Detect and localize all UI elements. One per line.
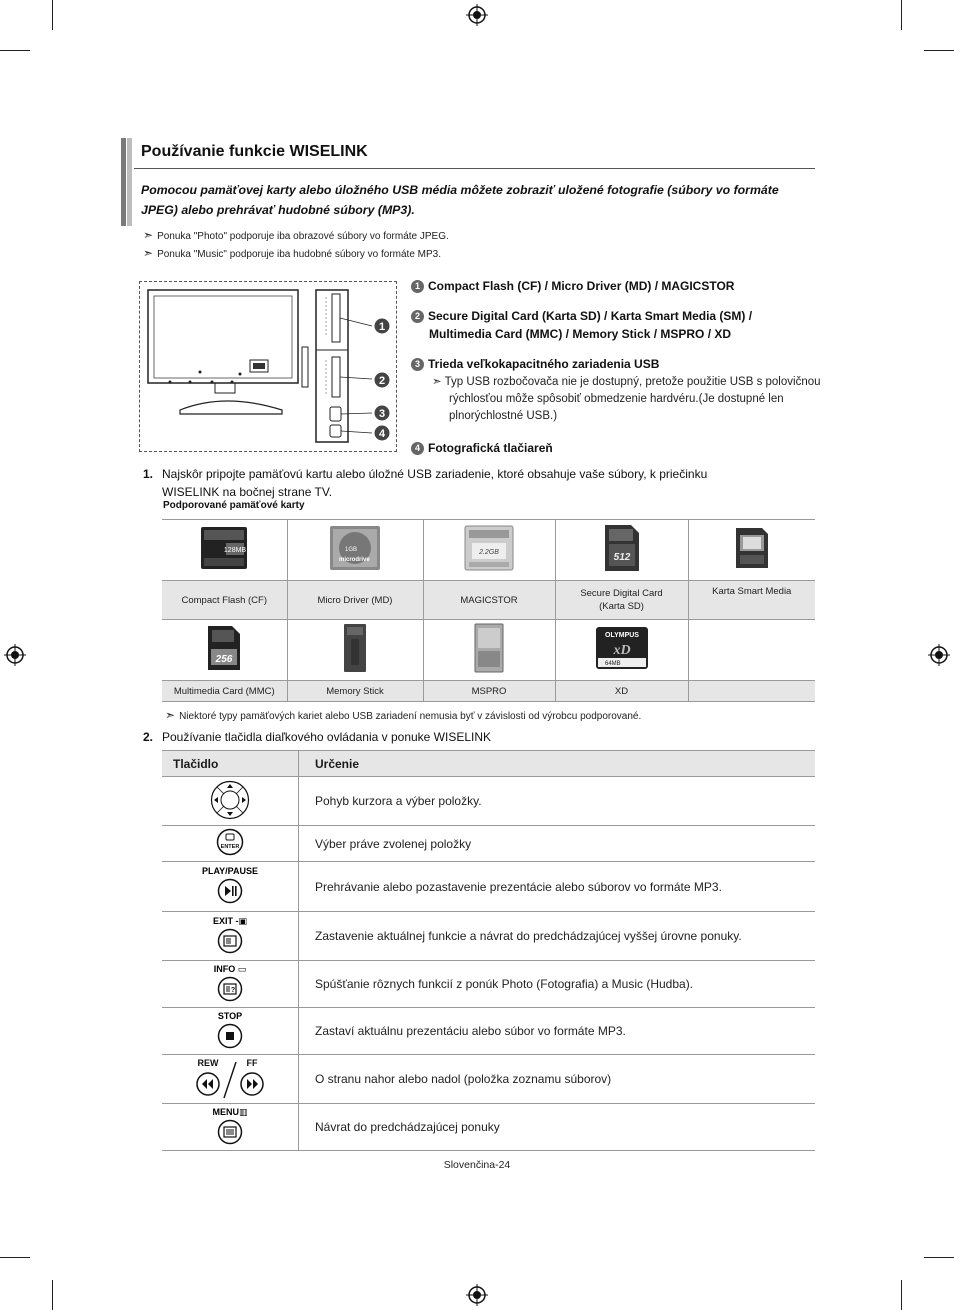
card-caption: Memory Stick	[287, 681, 423, 702]
info-icon: INFO ▭ ?	[162, 961, 299, 1008]
card-image-magicstor	[423, 520, 555, 581]
menu-icon: MENU▥	[162, 1104, 299, 1151]
supported-cards-label: Podporované pamäťové karty	[163, 500, 305, 511]
figure-number-1: 1	[378, 321, 386, 333]
row-description: Spúšťanie rôznych funkcií z ponúk Photo (Fotografia) a Music (Hudba).	[299, 961, 816, 1008]
section-accent-bar	[127, 138, 132, 226]
table-row	[162, 961, 815, 1008]
figure-number-2: 2	[378, 375, 386, 387]
svg-text:microdrive: microdrive	[339, 556, 370, 563]
svg-text:1GB: 1GB	[345, 546, 358, 553]
item-number-badge: 4	[411, 442, 424, 455]
dpad-icon	[162, 777, 299, 826]
sd-card-icon	[604, 524, 640, 572]
card-image-xd	[555, 620, 688, 681]
compact-flash-card-icon	[200, 526, 248, 570]
crop-mark	[924, 1257, 954, 1258]
play-pause-icon: PLAY/PAUSE	[162, 862, 299, 912]
svg-text:?: ?	[230, 986, 236, 994]
svg-text:256: 256	[215, 653, 233, 665]
column-header-button: Tlačidlo	[162, 751, 299, 777]
exit-icon: EXIT -▣	[162, 912, 299, 961]
note-arrow-icon: ➣	[165, 708, 176, 722]
crop-mark	[52, 1280, 53, 1310]
item-1: 1 Compact Flash (CF) / Micro Driver (MD) / MAGICSTOR	[411, 277, 734, 295]
row-description: Výber práve zvolenej položky	[299, 826, 816, 862]
card-image-mmc	[162, 620, 287, 681]
row-description: Pohyb kurzora a výber položky.	[299, 777, 816, 826]
table-row	[162, 826, 815, 862]
note-arrow-icon: ➣	[432, 376, 445, 388]
row-description: Návrat do predchádzajúcej ponuky	[299, 1104, 816, 1151]
crop-mark	[901, 0, 902, 30]
svg-text:128MB: 128MB	[224, 546, 247, 554]
page-footer: Slovenčina-24	[443, 1159, 511, 1171]
card-image-smartmedia	[688, 520, 815, 581]
svg-text:FF: FF	[246, 1057, 258, 1068]
card-image-memorystick	[287, 620, 423, 681]
title-divider	[134, 168, 815, 169]
page-title: Používanie funkcie WISELINK	[141, 143, 368, 160]
table-row	[162, 862, 815, 912]
supported-cards-table	[162, 519, 815, 702]
card-image-empty	[688, 620, 815, 681]
tv-illustration	[140, 282, 396, 451]
svg-text:ENTER: ENTER	[220, 844, 240, 850]
item-2: 2 Secure Digital Card (Karta SD) / Karta Smart Media (SM) /	[411, 307, 752, 325]
row-description: Prehrávanie alebo pozastavenie prezentácie alebo súborov vo formáte MP3.	[299, 862, 816, 912]
note-music: ➣ Ponuka "Music" podporuje iba hudobné súbory vo formáte MP3.	[143, 246, 441, 260]
table-row	[162, 912, 815, 961]
card-caption	[688, 681, 815, 702]
card-caption: MAGICSTOR	[423, 581, 555, 620]
item-number-badge: 1	[411, 280, 424, 293]
stop-icon: STOP	[162, 1008, 299, 1055]
registration-mark-icon	[928, 644, 950, 666]
crop-mark	[901, 1280, 902, 1310]
xd-card-icon	[595, 626, 649, 670]
micro-drive-card-icon	[329, 525, 381, 571]
step-1-line2: WISELINK na bočnej strane TV.	[162, 485, 333, 499]
row-description: Zastavenie aktuálnej funkcie a návrat do predchádzajúcej vyššej úrovne ponuky.	[299, 912, 816, 961]
intro-text: Pomocou pamäťovej karty alebo úložného USB média môžete zobraziť uložené fotografie (súbory vo formáte JPEG) alebo prehrávať hudobné súbory (MP3).	[141, 183, 779, 217]
crop-mark	[0, 50, 30, 51]
magicstor-card-icon	[464, 525, 514, 571]
svg-text:OLYMPUS: OLYMPUS	[604, 631, 639, 639]
svg-text:512: 512	[613, 551, 630, 563]
card-caption: Karta Smart Media	[688, 581, 815, 620]
crop-mark	[924, 50, 954, 51]
card-image-mspro	[423, 620, 555, 681]
item-4: 4 Fotografická tlačiareň	[411, 439, 553, 457]
figure-number-3: 3	[378, 408, 386, 420]
usb-hub-note: ➣ Typ USB rozbočovača nie je dostupný, pretože použitie USB s polovičnou rýchlosťou môže spôsobiť obmedzenie hardvéru.(Je dostupné len plnorýchlostné USB.)	[432, 376, 821, 422]
row-description: O stranu nahor alebo nadol (položka zoznamu súborov)	[299, 1055, 816, 1104]
smart-media-card-icon	[735, 527, 769, 569]
item-2-line2: Multimedia Card (MMC) / Memory Stick / MSPRO / XD	[429, 327, 732, 341]
item-3: 3 Trieda veľkokapacitného zariadenia USB	[411, 355, 659, 373]
table-row	[162, 1104, 815, 1151]
card-caption: XD	[555, 681, 688, 702]
step-1: 1. Najskôr pripojte pamäťovú kartu alebo úložné USB zariadenie, ktoré obsahuje vaše súbory, k priečinku	[143, 467, 708, 481]
svg-text:xD: xD	[612, 642, 631, 658]
table-row	[162, 1055, 815, 1104]
svg-text:REW: REW	[197, 1057, 219, 1068]
memory-stick-icon	[343, 623, 367, 673]
card-caption: Secure Digital Card (Karta SD)	[555, 581, 688, 620]
crop-mark	[0, 1257, 30, 1258]
note-arrow-icon: ➣	[143, 246, 154, 260]
table-row	[162, 1008, 815, 1055]
card-caption: Compact Flash (CF)	[162, 581, 287, 620]
enter-icon	[162, 826, 299, 862]
registration-mark-icon	[466, 4, 488, 26]
table-row	[162, 777, 815, 826]
section-accent-bar	[121, 138, 126, 226]
remote-buttons-table	[162, 750, 815, 1151]
card-image-cf	[162, 520, 287, 581]
note-photo: ➣ Ponuka "Photo" podporuje iba obrazové súbory vo formáte JPEG.	[143, 228, 449, 242]
figure-number-4: 4	[378, 428, 386, 440]
item-number-badge: 2	[411, 310, 424, 323]
registration-mark-icon	[466, 1284, 488, 1306]
card-caption: Multimedia Card (MMC)	[162, 681, 287, 702]
rew-ff-icon	[162, 1055, 299, 1104]
card-image-sd	[555, 520, 688, 581]
column-header-function: Určenie	[299, 751, 816, 777]
item-number-badge: 3	[411, 358, 424, 371]
mspro-card-icon	[474, 623, 504, 673]
tv-side-panel-figure	[139, 281, 397, 452]
card-caption: MSPRO	[423, 681, 555, 702]
svg-text:2.2GB: 2.2GB	[479, 548, 499, 556]
crop-mark	[52, 0, 53, 30]
registration-mark-icon	[4, 644, 26, 666]
step-2: 2. Používanie tlačidla diaľkového ovládania v ponuke WISELINK	[143, 730, 492, 744]
card-image-md	[287, 520, 423, 581]
mmc-card-icon	[207, 625, 241, 671]
cards-support-note: ➣ Niektoré typy pamäťových kariet alebo USB zariadení nemusia byť v závislosti od výrobcu podporované.	[165, 708, 642, 722]
row-description: Zastaví aktuálnu prezentáciu alebo súbor vo formáte MP3.	[299, 1008, 816, 1055]
svg-text:64MB: 64MB	[604, 660, 621, 667]
note-arrow-icon: ➣	[143, 228, 154, 242]
card-caption: Micro Driver (MD)	[287, 581, 423, 620]
